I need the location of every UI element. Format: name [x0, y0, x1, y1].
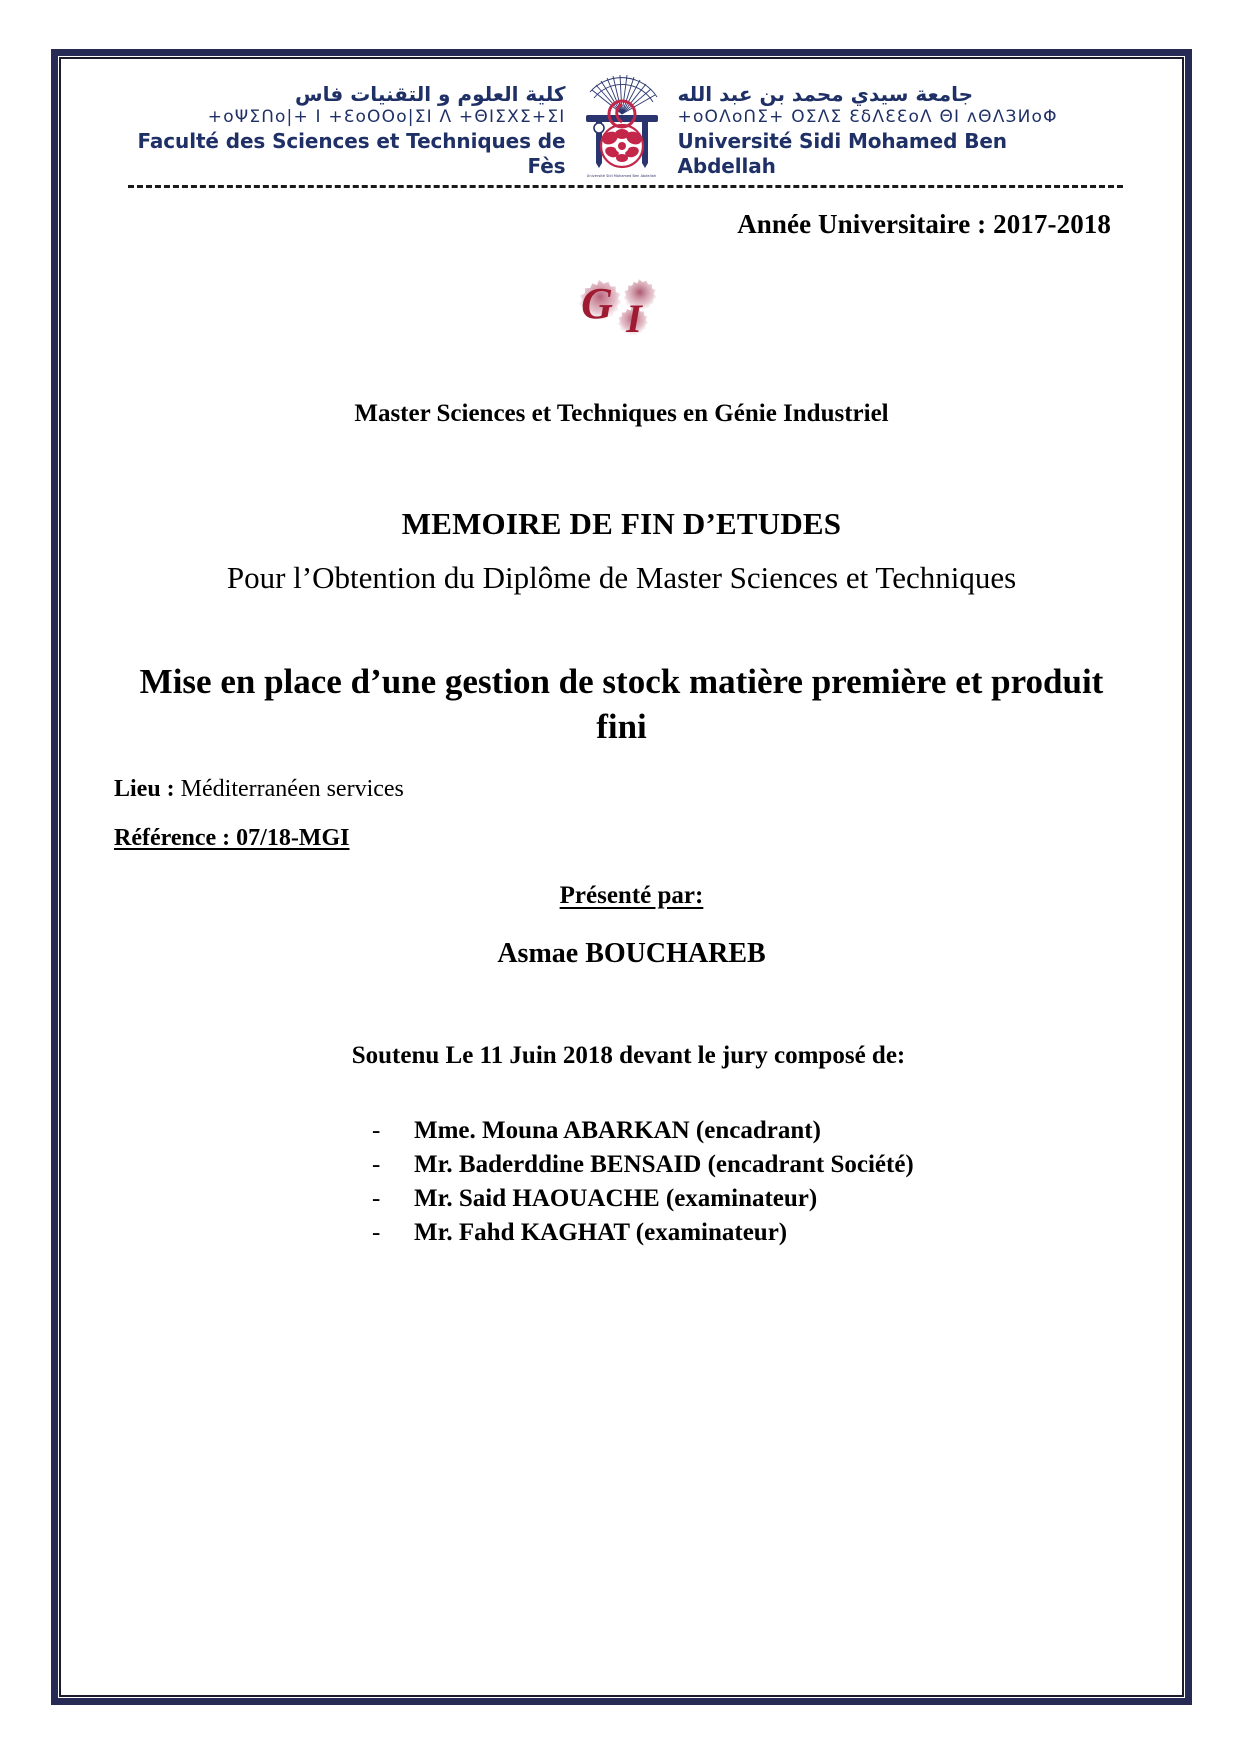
university-name-french: Université Sidi Mohamed Ben Abdellah — [677, 129, 1007, 178]
location-label: Lieu : — [114, 775, 175, 802]
header-divider — [128, 185, 1123, 191]
university-identity — [678, 68, 1108, 178]
gi-letter-i: I — [625, 296, 642, 341]
list-bullet: - — [372, 1150, 381, 1178]
jury-member-name: Mr. Said HAOUACHE (examinateur) — [414, 1184, 818, 1212]
list-item — [372, 1216, 1133, 1250]
document-purpose: Pour l’Obtention du Diplôme de Master Sciences et Techniques — [226, 560, 1017, 595]
presented-by-label — [110, 882, 1133, 910]
university-name-arabic: جامعة سيدي محمد بن عبد الله — [677, 82, 974, 106]
presented-by-text: Présenté par: — [559, 881, 704, 909]
defense-line: Soutenu Le 11 Juin 2018 devant le jury composé de: — [351, 1041, 906, 1069]
jury-member-name: Mr. Fahd KAGHAT (examinateur) — [414, 1218, 788, 1246]
reference-text: Référence : 07/18-MGI — [114, 824, 350, 851]
list-item — [372, 1114, 1133, 1148]
faculty-name-tifinagh: +oΨΣՈo|+ I +ƐoOOo|ΣI Λ +ΘIΣXΣ+ΣI — [207, 107, 566, 128]
location-line — [110, 776, 1133, 803]
location-value: Méditerranéen services — [180, 775, 404, 802]
list-bullet: - — [372, 1116, 381, 1144]
reference-line — [110, 825, 1133, 852]
jury-list — [110, 1114, 1133, 1250]
gi-logo — [566, 266, 678, 348]
university-name-tifinagh: +oOΛoՈΣ+ OΣΛΣ ƐδΛƐƐoΛ ΘI ʌΘΛЗИоΦ — [677, 107, 1058, 128]
jury-member-name: Mme. Mouna ABARKAN (encadrant) — [414, 1116, 821, 1144]
list-item — [372, 1182, 1133, 1216]
university-emblem — [574, 68, 670, 180]
letterhead — [110, 68, 1133, 183]
academic-year: Année Universitaire : 2017-2018 — [737, 209, 1111, 239]
list-item — [372, 1148, 1133, 1182]
list-bullet: - — [372, 1218, 381, 1246]
faculty-name-french: Faculté des Sciences et Techniques de Fès — [137, 129, 566, 178]
faculty-identity — [136, 68, 566, 178]
thesis-title: Mise en place d’une gestion de stock matière première et produit fini — [139, 661, 1104, 747]
jury-member-name: Mr. Baderddine BENSAID (encadrant Société) — [414, 1150, 914, 1178]
document-type: MEMOIRE DE FIN D’ETUDES — [401, 506, 842, 541]
gi-logo-container — [110, 266, 1133, 348]
emblem-caption: Université Sidi Mohamed Ben Abdellah — [586, 174, 657, 178]
author-name: Asmae BOUCHAREB — [497, 937, 766, 969]
program-name: Master Sciences et Techniques en Génie Industriel — [354, 400, 889, 427]
list-bullet: - — [372, 1184, 381, 1212]
faculty-name-arabic: كلية العلوم و التقنيات فاس — [295, 82, 566, 106]
gi-letter-g: G — [580, 279, 613, 328]
cover-page-content — [70, 68, 1173, 1686]
